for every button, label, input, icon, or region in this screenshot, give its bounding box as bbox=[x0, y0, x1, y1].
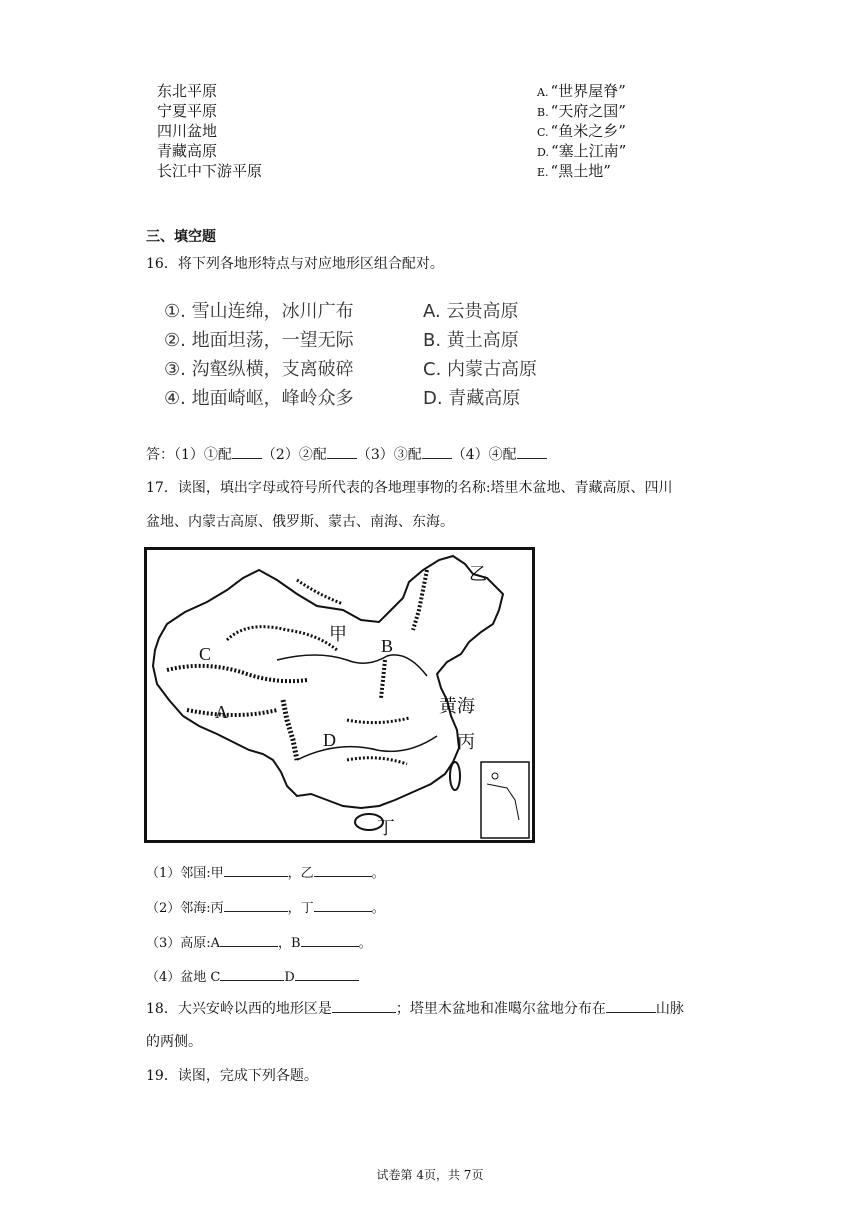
sub1-end: 。 bbox=[371, 866, 385, 881]
answer-blank-4[interactable] bbox=[517, 444, 547, 459]
q17-sub4 bbox=[146, 966, 359, 985]
q18-line1 bbox=[146, 998, 684, 1019]
map-label-c: C bbox=[199, 644, 212, 664]
map-label-bing: 丙 bbox=[457, 732, 475, 752]
q16-region-c: C. 内蒙古高原 bbox=[423, 359, 538, 380]
blank-bing[interactable] bbox=[224, 897, 288, 912]
match-right-item-e bbox=[537, 161, 611, 183]
match-text: “世界屋脊” bbox=[550, 82, 626, 100]
map-label-ding: 丁 bbox=[377, 818, 395, 838]
page-footer: 试卷第 4页，共 7页 bbox=[376, 1168, 484, 1182]
sub3-prefix: （3）高原:A bbox=[146, 936, 221, 951]
q17-sub1 bbox=[146, 862, 385, 881]
match-letter: E. bbox=[537, 166, 549, 179]
blank-c[interactable] bbox=[220, 966, 284, 981]
answer-blank-1[interactable] bbox=[232, 444, 262, 459]
q17-sub2 bbox=[146, 897, 385, 916]
match-right-item-b bbox=[537, 101, 626, 123]
match-letter: A. bbox=[537, 86, 549, 99]
q17-stem-line1: 17．读图，填出字母或符号所代表的各地理事物的名称:塔里木盆地、青藏高原、四川 bbox=[146, 480, 673, 496]
q18-blank-1[interactable] bbox=[332, 998, 396, 1013]
blank-yi[interactable] bbox=[314, 862, 372, 877]
sub2-mid: ，丁 bbox=[287, 901, 314, 916]
map-label-a: A bbox=[215, 702, 228, 722]
match-text: “天府之国” bbox=[550, 102, 626, 120]
match-right-item-d bbox=[537, 141, 626, 163]
q16-stem: 16．将下列各地形特点与对应地形区组合配对。 bbox=[146, 256, 444, 272]
sub2-prefix: （2）邻海:丙 bbox=[146, 901, 224, 916]
q18-text-b: ；塔里木盆地和准噶尔盆地分布在 bbox=[395, 1001, 606, 1017]
sub2-end: 。 bbox=[371, 901, 385, 916]
blank-ding[interactable] bbox=[314, 897, 372, 912]
blank-d[interactable] bbox=[295, 966, 359, 981]
match-text: “塞上江南” bbox=[550, 142, 627, 160]
q16-region-d: D. 青藏高原 bbox=[423, 388, 521, 409]
answer-label-2: （2）②配 bbox=[261, 447, 327, 463]
blank-a[interactable] bbox=[220, 932, 278, 947]
q16-feature-2: ②. 地面坦荡，一望无际 bbox=[164, 330, 354, 351]
map-label-jia: 甲 bbox=[329, 624, 347, 644]
sub1-prefix: （1）邻国:甲 bbox=[146, 866, 224, 881]
match-letter: D. bbox=[537, 146, 549, 159]
match-right-item-c bbox=[537, 121, 626, 143]
q17-sub3 bbox=[146, 932, 372, 951]
blank-b[interactable] bbox=[301, 932, 359, 947]
answer-blank-3[interactable] bbox=[422, 444, 452, 459]
q16-answer-line bbox=[146, 444, 547, 465]
blank-jia[interactable] bbox=[224, 862, 288, 877]
q16-feature-1: ①. 雪山连绵，冰川广布 bbox=[164, 301, 354, 322]
q16-region-a: A. 云贵高原 bbox=[423, 301, 519, 322]
match-letter: C. bbox=[537, 126, 549, 139]
sub4-prefix: （4）盆地 C bbox=[146, 970, 221, 985]
match-text: “鱼米之乡” bbox=[550, 122, 626, 140]
match-left-item-1: 东北平原 bbox=[157, 82, 218, 100]
map-label-huanghai: 黄海 bbox=[439, 696, 475, 716]
map-label-yi: 乙 bbox=[469, 564, 487, 584]
q18-line2: 的两侧。 bbox=[146, 1034, 202, 1050]
match-left-item-3: 四川盆地 bbox=[157, 122, 218, 140]
china-map bbox=[144, 547, 535, 843]
q16-feature-3: ③. 沟壑纵横，支离破碎 bbox=[164, 359, 354, 380]
sub1-mid: ，乙 bbox=[287, 866, 314, 881]
section-heading: 三、填空题 bbox=[146, 229, 216, 245]
q17-stem-line2: 盆地、内蒙古高原、俄罗斯、蒙古、南海、东海。 bbox=[146, 514, 454, 530]
sub3-mid: ，B bbox=[278, 936, 301, 951]
answer-label-3: （3）③配 bbox=[356, 447, 422, 463]
match-right-item-a bbox=[537, 81, 626, 103]
match-letter: B. bbox=[537, 106, 549, 119]
q19-stem: 19．读图，完成下列各题。 bbox=[146, 1068, 318, 1084]
sub4-mid: D bbox=[284, 970, 295, 985]
map-label-d: D bbox=[323, 730, 336, 750]
q16-feature-4: ④. 地面崎岖，峰岭众多 bbox=[164, 388, 354, 409]
q18-text-c: 山脉 bbox=[655, 1001, 684, 1017]
match-text: “黑土地” bbox=[550, 162, 611, 180]
sub3-end: 。 bbox=[358, 936, 372, 951]
q18-text-a: 18．大兴安岭以西的地形区是 bbox=[146, 1001, 332, 1017]
answer-label-4: （4）④配 bbox=[451, 447, 517, 463]
match-left-item-5: 长江中下游平原 bbox=[157, 162, 263, 180]
q18-blank-2[interactable] bbox=[606, 998, 656, 1013]
match-left-item-4: 青藏高原 bbox=[157, 142, 218, 160]
answer-label-1: 答：（1）①配 bbox=[146, 447, 232, 463]
q16-region-b: B. 黄土高原 bbox=[423, 330, 519, 351]
match-left-item-2: 宁夏平原 bbox=[157, 102, 218, 120]
answer-blank-2[interactable] bbox=[327, 444, 357, 459]
map-label-b: B bbox=[381, 636, 394, 656]
